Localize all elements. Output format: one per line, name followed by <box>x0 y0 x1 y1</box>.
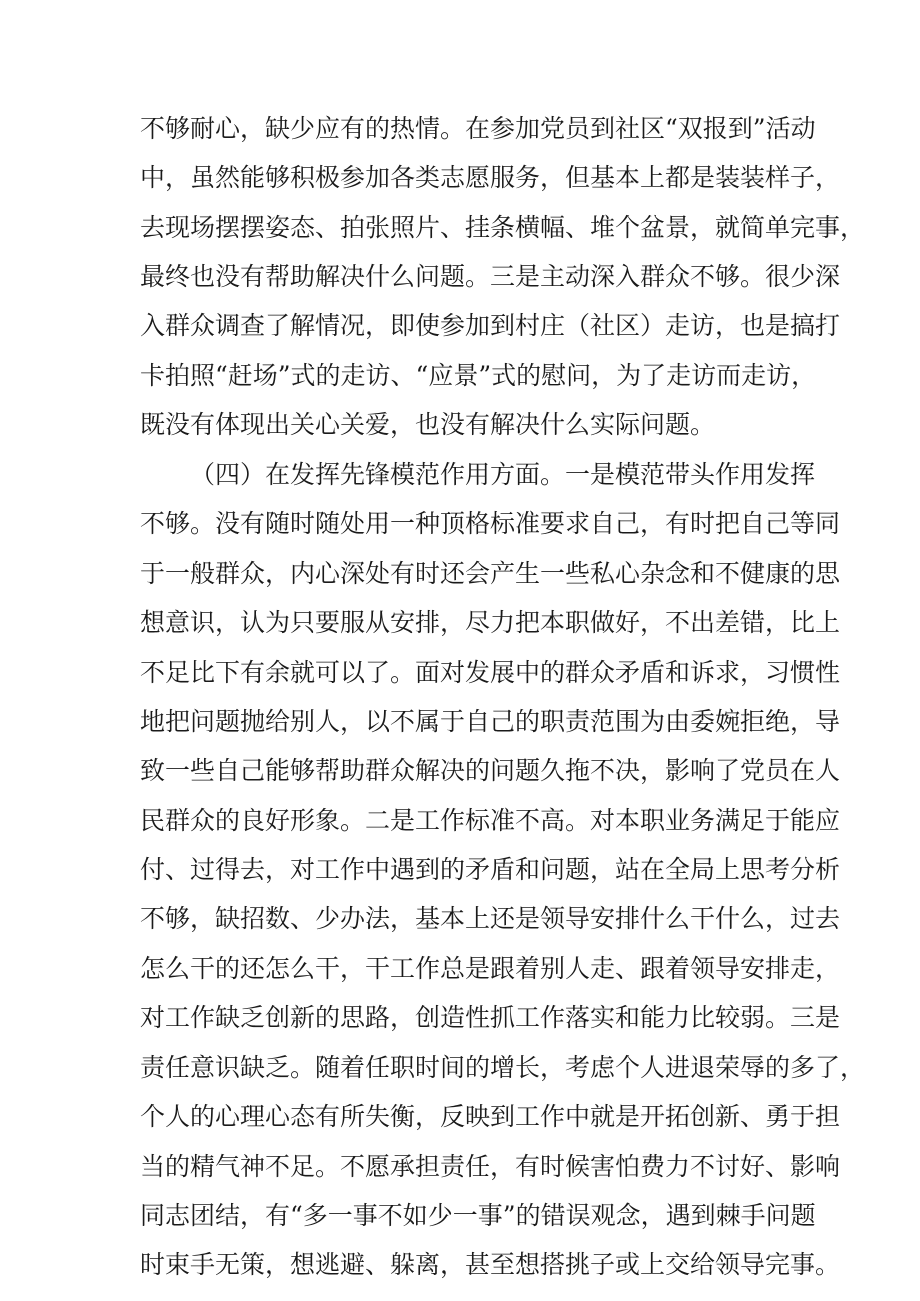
text-line: 地把问题抛给别人，以不属于自己的职责范围为由委婉拒绝，导 <box>140 707 841 736</box>
text-line: 既没有体现出关心关爱，也没有解决什么实际问题。 <box>140 410 716 439</box>
text-line: 去现场摆摆姿态、拍张照片、挂条横幅、堆个盆景，就简单完事， <box>140 213 866 242</box>
text-line: 最终也没有帮助解决什么问题。三是主动深入群众不够。很少深 <box>140 262 841 291</box>
text-line: 付、过得去，对工作中遇到的矛盾和问题，站在全局上思考分析 <box>140 855 841 884</box>
text-line: 中，虽然能够积极参加各类志愿服务，但基本上都是装装样子， <box>140 163 841 192</box>
text-line: 不足比下有余就可以了。面对发展中的群众矛盾和诉求，习惯性 <box>140 658 841 687</box>
text-line: 同志团结，有“多一事不如少一事”的错误观念，遇到棘手问题 <box>140 1201 816 1230</box>
text-line: 不够耐心，缺少应有的热情。在参加党员到社区“双报到”活动 <box>140 114 816 143</box>
text-line: 个人的心理心态有所失衡，反映到工作中就是开拓创新、勇于担 <box>140 1102 841 1131</box>
text-line: 想意识，认为只要服从安排，尽力把本职做好，不出差错，比上 <box>140 608 841 637</box>
text-line: 致一些自己能够帮助群众解决的问题久拖不决，影响了党员在人 <box>140 756 841 785</box>
text-line: 不够，缺招数、少办法，基本上还是领导安排什么干什么，过去 <box>140 904 841 933</box>
text-line: 卡拍照“赶场”式的走访、“应景”式的慰问，为了走访而走访， <box>140 361 817 390</box>
section-heading-line: （四）在发挥先锋模范作用方面。一是模范带头作用发挥 <box>190 460 816 489</box>
text-line: 对工作缺乏创新的思路，创造性抓工作落实和能力比较弱。三是 <box>140 1003 841 1032</box>
text-line: 民群众的良好形象。二是工作标准不高。对本职业务满足于能应 <box>140 806 841 835</box>
text-line: 入群众调查了解情况，即使参加到村庄（社区）走访，也是搞打 <box>140 311 841 340</box>
text-line: 怎么干的还怎么干，干工作总是跟着别人走、跟着领导安排走， <box>140 954 841 983</box>
text-line: 当的精气神不足。不愿承担责任，有时候害怕费力不讨好、影响 <box>140 1152 841 1181</box>
text-line: 于一般群众，内心深处有时还会产生一些私心杂念和不健康的思 <box>140 559 841 588</box>
text-line: 责任意识缺乏。随着任职时间的增长，考虑个人进退荣辱的多了， <box>140 1053 866 1082</box>
text-line: 不够。没有随时随处用一种顶格标准要求自己，有时把自己等同 <box>140 509 841 538</box>
text-line: 时束手无策，想逃避、躲离，甚至想搭挑子或上交给领导完事。 <box>140 1250 841 1279</box>
